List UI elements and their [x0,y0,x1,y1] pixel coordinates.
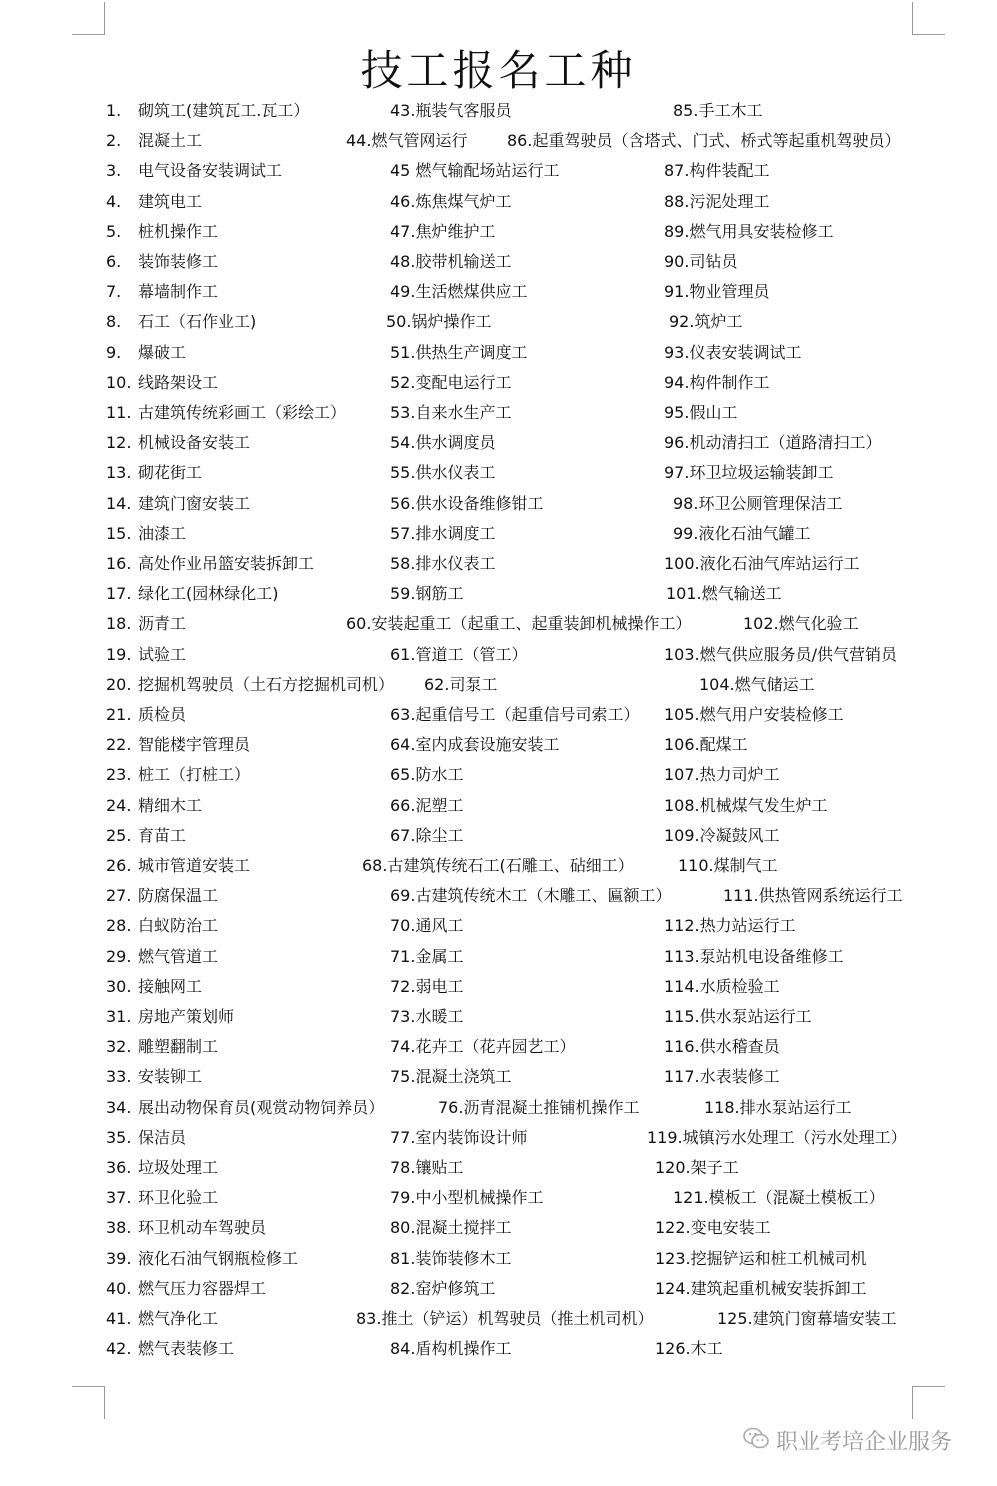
trade-item-col3: 96.机动清扫工（道路清扫工） [664,433,882,453]
trade-item-col3: 115.供水泵站运行工 [664,1007,812,1026]
trade-item-col1: 绿化工(园林绿化工) [138,584,279,604]
trade-item-col2: 52.变配电运行工 [390,372,512,392]
trade-row [0,609,997,639]
crop-mark-top-left [72,2,105,35]
trade-item-col1: 展出动物保育员(观赏动物饲养员） [138,1097,385,1117]
trade-row [0,1183,997,1213]
trade-item-col3: 120.架子工 [655,1158,739,1177]
trade-item-col1: 砌筑工(建筑瓦工.瓦工） [138,101,310,120]
trade-number: 20. [106,674,132,694]
trade-item-col1: 白蚁防治工 [138,916,219,936]
trade-item-col2: 56.供水设备维修钳工 [390,493,544,513]
trade-number: 39. [106,1248,132,1268]
trade-number: 42. [106,1339,132,1359]
trade-item-col1: 城市管道安装工 [138,856,251,875]
trade-item-col3: 106.配煤工 [664,735,748,755]
trade-item-col1: 机械设备安装工 [138,433,251,453]
trade-row [0,338,997,368]
trade-row [0,1032,997,1062]
trade-item-col3: 107.热力司炉工 [664,765,780,785]
trade-number: 12. [106,433,132,453]
trade-item-col2: 50.锅炉操作工 [386,312,492,332]
trade-number: 19. [106,644,132,664]
trade-row [0,579,997,609]
trade-row [0,187,997,217]
page-title: 技工报名工种 [360,46,637,95]
trade-item-col2: 60.安装起重工（起重工、起重装卸机械操作工） [346,614,692,634]
trade-item-col2: 80.混凝土搅拌工 [390,1218,512,1238]
trade-row [0,1062,997,1092]
trade-number: 28. [106,916,132,936]
trade-item-col3: 95.假山工 [664,403,738,422]
trade-row [0,489,997,519]
wechat-icon [742,1426,770,1460]
trade-row [0,1123,997,1153]
trade-item-col2: 44.燃气管网运行 [346,131,468,151]
trade-row [0,1274,997,1304]
trade-number: 36. [106,1158,132,1177]
trade-item-col2: 69.古建筑传统木工（木雕工、匾额工） [390,886,672,906]
trade-item-col2: 83.推土（铲运）机驾驶员（推土机司机） [356,1309,654,1328]
trade-item-col2: 78.镶贴工 [390,1158,464,1177]
trade-number: 15. [106,523,132,543]
trade-number: 18. [106,614,132,634]
trade-item-col1: 建筑门窗安装工 [138,493,251,513]
trade-item-col1: 砌花街工 [138,463,203,483]
trade-number: 35. [106,1127,132,1147]
crop-mark-top-right [912,2,945,35]
watermark [742,1426,952,1458]
trade-item-col3: 121.模板工（混凝土模板工） [673,1188,885,1208]
trade-row [0,307,997,337]
trade-item-col3: 124.建筑起重机械安装拆卸工 [655,1278,867,1298]
trade-number: 34. [106,1097,132,1117]
trade-item-col2: 55.供水仪表工 [390,463,496,483]
trade-item-col2: 68.古建筑传统石工(石雕工、砧细工） [362,856,634,875]
trade-row [0,700,997,730]
trade-number: 27. [106,886,132,906]
trade-item-col1: 智能楼宇管理员 [138,735,251,755]
trade-row [0,670,997,700]
trade-item-col3: 105.燃气用户安装检修工 [664,705,844,724]
trade-row [0,458,997,488]
trade-item-col1: 垃圾处理工 [138,1158,219,1177]
trade-number: 17. [106,584,132,604]
trade-item-col1: 幕墙制作工 [138,282,219,302]
trade-item-col2: 64.室内成套设施安装工 [390,735,560,755]
trade-number: 7. [106,282,122,302]
trade-number: 30. [106,976,132,996]
trade-item-col3: 103.燃气供应服务员/供气营销员 [664,644,898,664]
trade-number: 29. [106,946,132,966]
trade-item-col2: 82.窑炉修筑工 [390,1278,496,1298]
trade-row [0,730,997,760]
trade-number: 21. [106,705,132,724]
trade-number: 38. [106,1218,132,1238]
trade-number: 2. [106,131,122,151]
trade-row [0,277,997,307]
trade-row [0,1213,997,1243]
trade-item-col3: 100.液化石油气库站运行工 [664,554,860,573]
trade-row [0,1002,997,1032]
trade-number: 9. [106,342,122,362]
trade-item-col1: 雕塑翻制工 [138,1037,219,1057]
trade-item-col2: 84.盾构机操作工 [390,1339,512,1359]
trade-item-col1: 保洁员 [138,1127,187,1147]
trade-item-col3: 94.构件制作工 [664,372,770,392]
trade-row [0,126,997,156]
trade-number: 33. [106,1067,132,1087]
trade-item-col1: 线路架设工 [138,372,219,392]
trade-number: 22. [106,735,132,755]
trade-row [0,1334,997,1364]
trade-item-col2: 79.中小型机械操作工 [390,1188,544,1208]
trade-item-col1: 燃气管道工 [138,946,219,966]
trade-item-col1: 燃气净化工 [138,1309,219,1328]
trade-item-col2: 57.排水调度工 [390,523,496,543]
trade-item-col2: 58.排水仪表工 [390,554,496,573]
trade-item-col1: 古建筑传统彩画工（彩绘工） [138,403,347,422]
trade-row [0,96,997,126]
trade-item-col1: 环卫化验工 [138,1188,219,1208]
trade-number: 25. [106,825,132,845]
trade-item-col1: 质检员 [138,705,187,724]
trade-item-col3: 116.供水稽查员 [664,1037,780,1057]
trade-number: 40. [106,1278,132,1298]
trade-number: 8. [106,312,122,332]
trade-item-col2: 81.装饰装修木工 [390,1248,512,1268]
trade-item-col1: 燃气表装修工 [138,1339,235,1359]
trade-item-col2: 62.司泵工 [424,674,498,694]
trade-row [0,398,997,428]
trade-item-col3: 98.环卫公厕管理保洁工 [673,493,843,513]
trade-item-col2: 45 燃气输配场站运行工 [390,161,560,181]
trade-item-col1: 桩工（打桩工） [138,765,251,785]
trade-row [0,549,997,579]
trade-number: 11. [106,403,132,422]
trade-item-col2: 46.炼焦煤气炉工 [390,191,512,211]
trade-item-col3: 117.水表装修工 [664,1067,780,1087]
trade-item-col2: 67.除尘工 [390,825,464,845]
trade-item-col2: 73.水暖工 [390,1007,464,1026]
trade-item-col1: 燃气压力容器焊工 [138,1278,267,1298]
trade-item-col2: 77.室内装饰设计师 [390,1127,528,1147]
trade-row [0,247,997,277]
trade-number: 10. [106,372,132,392]
trade-item-col2: 66.泥塑工 [390,795,464,815]
trade-item-col3: 118.排水泵站运行工 [704,1097,852,1117]
trade-item-col1: 房地产策划师 [138,1007,235,1026]
trade-item-col3: 109.冷凝鼓风工 [664,825,780,845]
trade-number: 14. [106,493,132,513]
trade-number: 1. [106,101,122,120]
trade-row [0,791,997,821]
trade-item-col1: 建筑电工 [138,191,203,211]
trade-number: 24. [106,795,132,815]
trade-item-col2: 48.胶带机输送工 [390,252,512,271]
trade-row [0,760,997,790]
trade-row [0,911,997,941]
trade-number: 16. [106,554,132,573]
trade-item-col3: 108.机械煤气发生炉工 [664,795,828,815]
trade-item-col2: 49.生活燃煤供应工 [390,282,528,302]
trade-item-col2: 61.管道工（管工） [390,644,528,664]
trade-item-col1: 爆破工 [138,342,187,362]
trade-item-col1: 试验工 [138,644,187,664]
trade-item-col3: 125.建筑门窗幕墙安装工 [717,1309,897,1328]
trade-item-col3: 114.水质检验工 [664,976,780,996]
trade-item-col1: 育苗工 [138,825,187,845]
trade-item-col3: 87.构件装配工 [664,161,770,181]
trade-item-col2: 72.弱电工 [390,976,464,996]
trade-item-col2: 63.起重信号工（起重信号司索工） [390,705,640,724]
trade-row [0,1304,997,1334]
trade-number: 4. [106,191,122,211]
watermark-text: 职业考培企业服务 [776,1430,953,1455]
trade-item-col3: 102.燃气化验工 [743,614,859,634]
trade-row [0,972,997,1002]
trade-item-col1: 液化石油气钢瓶检修工 [138,1248,299,1268]
trade-item-col1: 挖掘机驾驶员（土石方挖掘机司机） [138,674,395,694]
trade-row [0,428,997,458]
trade-item-col1: 桩机操作工 [138,221,219,241]
trade-number: 41. [106,1309,132,1328]
trade-item-col3: 91.物业管理员 [664,282,770,302]
trade-item-col3: 88.污泥处理工 [664,191,770,211]
trade-number: 32. [106,1037,132,1057]
trade-item-col1: 接触网工 [138,976,203,996]
trade-item-col1: 沥青工 [138,614,187,634]
trade-item-col1: 电气设备安装调试工 [138,161,283,181]
trade-row [0,156,997,186]
trade-item-col2: 54.供水调度员 [390,433,496,453]
trade-number: 6. [106,252,122,271]
trade-item-col2: 53.自来水生产工 [390,403,512,422]
trade-number: 13. [106,463,132,483]
trade-item-col3: 111.供热管网系统运行工 [723,886,903,906]
trade-item-col2: 59.钢筋工 [390,584,464,604]
trade-item-col1: 混凝土工 [138,131,203,151]
trade-item-col3: 85.手工木工 [673,101,763,120]
trade-number: 31. [106,1007,132,1026]
trade-item-col3: 126.木工 [655,1339,723,1359]
trade-item-col3: 92.筑炉工 [669,312,743,332]
trade-item-col3: 112.热力站运行工 [664,916,796,936]
trade-item-col3: 90.司钻员 [664,252,738,271]
trade-item-col3: 122.变电安装工 [655,1218,771,1238]
trade-number: 3. [106,161,122,181]
trade-number: 37. [106,1188,132,1208]
trade-item-col1: 安装铆工 [138,1067,203,1087]
trade-item-col3: 123.挖掘铲运和桩工机械司机 [655,1248,867,1268]
trade-row [0,942,997,972]
trade-item-col2: 65.防水工 [390,765,464,785]
trade-item-col3: 99.液化石油气罐工 [673,523,811,543]
trade-item-col1: 高处作业吊篮安装拆卸工 [138,554,315,573]
trade-row [0,1244,997,1274]
crop-mark-bottom-left [72,1386,105,1419]
trade-row [0,851,997,881]
trade-item-col2: 75.混凝土浇筑工 [390,1067,512,1087]
trade-item-col1: 防腐保温工 [138,886,219,906]
trade-item-col3: 89.燃气用具安装检修工 [664,221,834,241]
trade-number: 5. [106,221,122,241]
trade-item-col1: 环卫机动车驾驶员 [138,1218,267,1238]
trade-item-col1: 装饰装修工 [138,252,219,271]
trade-number: 26. [106,856,132,875]
trade-item-col2: 51.供热生产调度工 [390,342,528,362]
trade-item-col1: 精细木工 [138,795,203,815]
trade-item-col3: 97.环卫垃圾运输装卸工 [664,463,834,483]
trade-item-col3: 86.起重驾驶员（含塔式、门式、桥式等起重机驾驶员） [507,131,901,151]
trade-item-col2: 74.花卉工（花卉园艺工） [390,1037,576,1057]
trade-row [0,368,997,398]
trade-item-col3: 119.城镇污水处理工（污水处理工） [647,1127,907,1147]
trade-row [0,821,997,851]
trade-item-col1: 油漆工 [138,523,187,543]
trade-row [0,1093,997,1123]
trade-number: 23. [106,765,132,785]
trade-row [0,519,997,549]
trade-item-col2: 71.金属工 [390,946,464,966]
crop-mark-bottom-right [912,1386,945,1419]
trade-item-col3: 113.泵站机电设备维修工 [664,946,844,966]
trade-row [0,217,997,247]
trade-item-col3: 93.仪表安装调试工 [664,342,802,362]
trade-item-col3: 110.煤制气工 [678,856,778,875]
trade-row [0,1153,997,1183]
trade-item-col2: 76.沥青混凝土推铺机操作工 [438,1097,640,1117]
trade-item-col2: 47.焦炉维护工 [390,221,496,241]
trade-item-col3: 104.燃气储运工 [699,674,815,694]
trade-item-col1: 石工（石作业工) [138,312,257,332]
trade-row [0,881,997,911]
trade-item-col3: 101.燃气输送工 [666,584,782,604]
trade-row [0,640,997,670]
trade-item-col2: 43.瓶装气客服员 [390,101,512,120]
trade-item-col2: 70.通风工 [390,916,464,936]
